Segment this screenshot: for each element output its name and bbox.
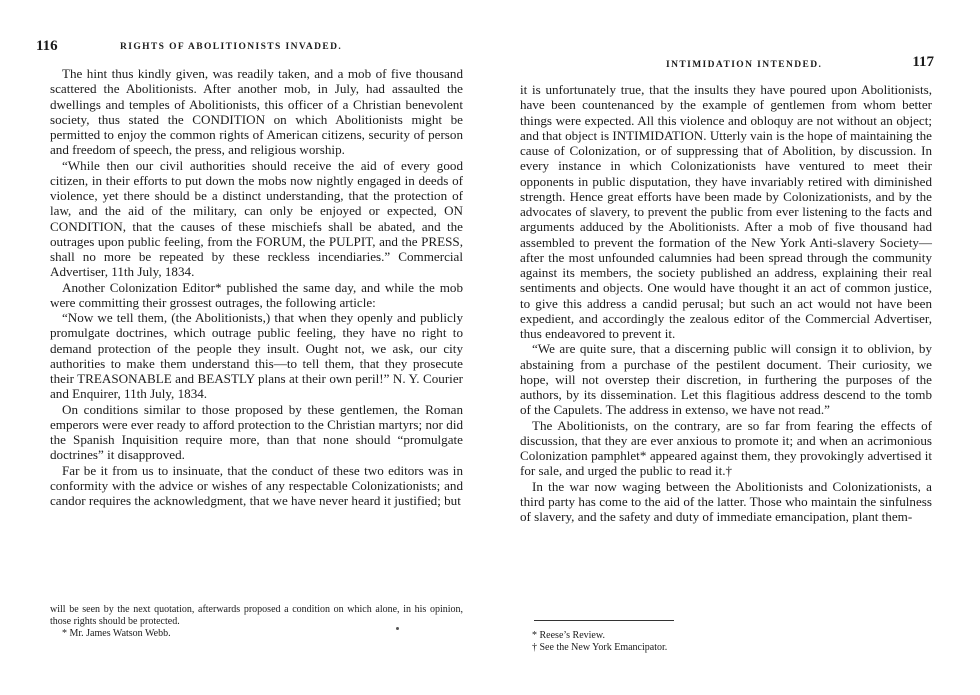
left-body-text	[50, 66, 463, 508]
left-running-head: RIGHTS OF ABOLITIONISTS INVADED.	[120, 42, 343, 52]
right-paragraph: it is unfortunately true, that the insults they have poured upon Abolitionists, have been countenanced by the example of gentlemen from whom better things were expected. All this violence and obloquy are not without an object; and that object is INTIMIDATION. Utterly vain is the hope of maintaining the cause of Colonization, or of suppressing that of Abolition, by discussion. In every instance in which Colonizationists have ventured to meet their opponents in public disputation, they have invariably retired with diminished strength. Hence great efforts have been made by Colonizationists, and by the advocates of slavery, to prevent the public from ever listening to the facts and arguments adduced by the Abolitionists. After a mob of five thousand had assembled to prevent the formation of the New York Anti-slavery Society—after the most unfounded calumnies had been spread through the community against its members, the society published an address, explaining their real sentiments and objects. One would have thought it an act of common justice, to give this address a candid perusal; but such an act would not have been expedient, and accordingly the zealous editor of the Commercial Advertiser, thus endeavored to prevent it.	[520, 82, 932, 341]
left-paragraph: “While then our civil authorities should receive the aid of every good citizen, in their efforts to put down the mobs now nightly engaged in deeds of violence, yet there should be a distinct understanding, that the protection of law, and the aid of the military, can only be enjoyed or expected, ON CONDITION, that the causes of these mischiefs shall be abated, and the outrages upon public feeling, from the FORUM, the PULPIT, and the PRESS, shall no more be repeated by these reckless incendiaries.” Commercial Advertiser, 11th July, 1834.	[50, 157, 463, 280]
left-page-number: 116	[36, 38, 58, 54]
right-body-text	[520, 82, 932, 524]
right-running-head: INTIMIDATION INTENDED.	[666, 60, 823, 70]
right-page	[490, 0, 980, 695]
left-footnote: * Mr. James Watson Webb.	[62, 628, 171, 639]
left-paragraph: On conditions similar to those proposed by these gentlemen, the Roman emperors were ever ready to afford protection to the Christian martyrs; nor did the Spanish Inquisition require more, than that none should “promulgate doctrines” it disapproved.	[50, 401, 463, 463]
left-paragraph: Far be it from us to insinuate, that the conduct of these two editors was in conformity with the advice or wishes of any respectable Colonizationists; and candor requires the acknowledgment, that we have never heard it justified; but	[50, 462, 463, 508]
right-paragraph: In the war now waging between the Abolitionists and Colonizationists, a third party has come to the aid of the latter. Those who maintain the sinfulness of slavery, and the safety and duty of immediate emancipation, plant them-	[520, 478, 932, 524]
left-paragraph: “Now we tell them, (the Abolitionists,) that when they openly and publicly promulgate doctrines, which outrage public feeling, they have no right to demand protection of the people they insult. Ought not, we ask, our city authorities to make them understand this—to tell them, that they prosecute their TREASONABLE and BEASTLY plans at their own peril!” N. Y. Courier and Enquirer, 11th July, 1834.	[50, 310, 463, 402]
right-footnote: † See the New York Emancipator.	[532, 642, 668, 653]
left-paragraph: Another Colonization Editor* published the same day, and while the mob were committing their grossest outrages, the following article:	[50, 279, 463, 310]
right-page-number: 117	[912, 54, 934, 70]
right-paragraph: “We are quite sure, that a discerning public will consign it to oblivion, by abstaining from a purchase of the pestilent document. Their curiosity, we hope, will not overstep their discretion, in furthering the purposes of the authors, by its dissemination. Let this flagitious address descend to the tomb of the Capulets. The address in extenso, we have not read.”	[520, 341, 932, 418]
left-footnote-continuation: will be seen by the next quotation, afterwards proposed a condition on which alone, in his opinion, those rights should be protected.	[50, 604, 463, 627]
left-paragraph: The hint thus kindly given, was readily taken, and a mob of five thousand scattered the Abolitionists. After another mob, in July, had assaulted the dwellings and temples of Abolitionists, this officer of a Christian benevolent society, thus stated the CONDITION on which Abolitionists might be permitted to enjoy the common rights of American citizens, security of person and freedom of speech, the press, and religious worship.	[50, 66, 463, 158]
right-footnotes	[532, 630, 932, 654]
right-paragraph: The Abolitionists, on the contrary, are so far from fearing the effects of discussion, that they are ever anxious to promote it; and when an acrimonious Colonization pamphlet* appeared against them, they provokingly advertised it for sale, and urged the public to read it.†	[520, 417, 932, 479]
right-footnote: * Reese’s Review.	[532, 630, 605, 641]
left-footnotes	[50, 604, 463, 640]
footnote-rule	[534, 620, 674, 621]
